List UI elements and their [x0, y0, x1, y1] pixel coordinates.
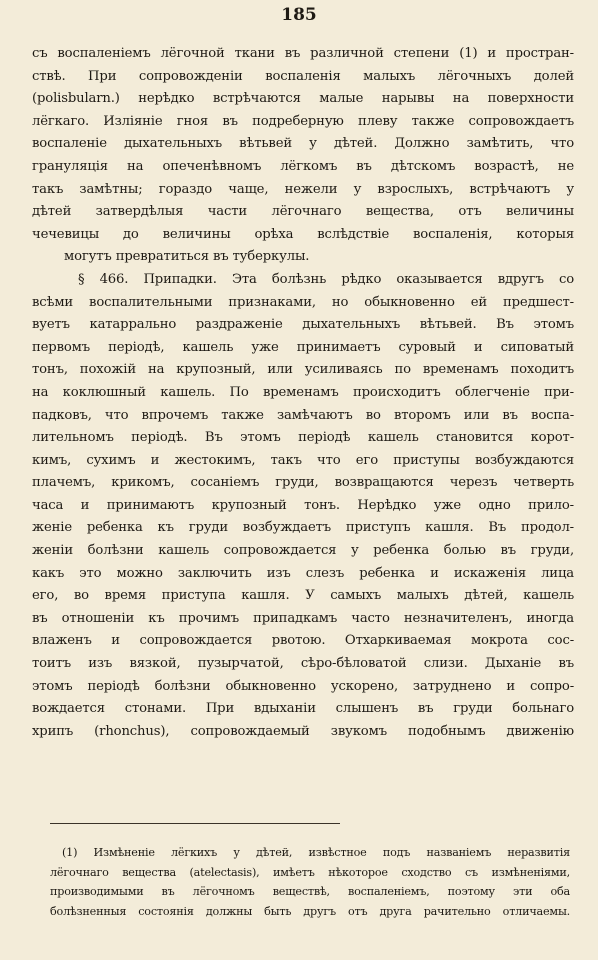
footnote-divider — [50, 823, 340, 824]
footnote-line: лёгочнаго вещества (atelectasis), имѣетъ нѣкоторое сходство съ измѣненіями, — [50, 865, 570, 879]
text-line: падковъ, что впрочемъ также замѣчаютъ во второмъ или въ воспа- — [32, 407, 574, 423]
section-heading-line: § 466. Припадки. Эта болѣзнь рѣдко оказывается вдругъ со — [78, 271, 574, 287]
text-line: вуетъ катаррально раздраженіе дыхательныхъ вѣтьвей. Въ этомъ — [32, 317, 574, 333]
text-line: дѣтей затвердѣлыя части лёгочнаго вещества, отъ величины — [32, 204, 574, 220]
text-line: такъ замѣтны; гораздо чаще, нежели у взрослыхъ, встрѣчаютъ у — [32, 181, 574, 197]
text-line: первомъ періодѣ, кашель уже принимаетъ суровый и сиповатый — [32, 339, 574, 355]
page-number: 185 — [281, 5, 317, 25]
text-line: тонъ, похожій на крупозный, или усиливаясь по временамъ походитъ — [32, 362, 574, 378]
text-line: кимъ, сухимъ и жестокимъ, такъ что его приступы возбуждаются — [32, 452, 574, 468]
text-line: вождается стонами. При вдыханіи слышенъ въ груди больнаго — [32, 701, 574, 717]
text-line: хрипъ (rhonchus), сопровождаемый звукомъ подобнымъ движенію — [32, 723, 574, 739]
text-line: съ воспаленіемъ лёгочной ткани въ различной степени (1) и простран- — [32, 46, 574, 61]
footnote-line: болѣзненныя состоянія должны быть другъ отъ друга рачительно отличаемы. — [50, 904, 570, 918]
text-line: какъ это можно заключить изъ слезъ ребенка и искаженія лица — [32, 565, 574, 581]
body-text — [32, 43, 574, 743]
text-line: всѣми воспалительными признаками, но обыкновенно ей предшест- — [32, 294, 574, 310]
text-line: грануляція на опеченѣвномъ лёгкомъ въ дѣтскомъ возрастѣ, не — [32, 158, 574, 174]
text-line: часа и принимаютъ крупозный тонъ. Нерѣдко уже одно прило- — [32, 497, 574, 513]
text-line: на коклюшный кашель. По временамъ происходитъ облегченіе при- — [32, 384, 574, 400]
text-line: женіи болѣзни кашель сопровождается у ребенка болью въ груди, — [32, 543, 574, 559]
text-line: тоитъ изъ вязкой, пузырчатой, сѣро-бѣловатой слизи. Дыханіе въ — [32, 656, 574, 672]
text-line: лёгкаго. Изліяніе гноя въ подреберную плеву также сопровождаетъ — [32, 113, 574, 129]
footnote — [50, 843, 570, 921]
text-line: (polisbularn.) нерѣдко встрѣчаются малые нарывы на поверхности — [32, 91, 574, 107]
text-line: чечевицы до величины орѣха вслѣдствіе воспаленія, которыя — [32, 226, 574, 242]
text-line: воспаленіе дыхательныхъ вѣтьвей у дѣтей. Должно замѣтить, что — [32, 136, 574, 152]
text-line: женіе ребенка къ груди возбуждаетъ приступъ кашля. Въ продол- — [32, 520, 574, 536]
text-line: влаженъ и сопровождается рвотою. Отхаркиваемая мокрота сос- — [32, 633, 574, 649]
text-line: плачемъ, крикомъ, сосаніемъ груди, возвращаются черезъ четверть — [32, 475, 574, 491]
text-line: этомъ періодѣ болѣзни обыкновенно ускорено, затруднено и сопро- — [32, 678, 574, 694]
text-line: его, во время приступа кашля. У самыхъ малыхъ дѣтей, кашель — [32, 588, 574, 604]
text-line: ствѣ. При сопровожденіи воспаленія малыхъ лёгочныхъ долей — [32, 68, 574, 84]
text-line: могутъ превратиться въ туберкулы. — [64, 249, 310, 265]
text-line: въ отношеніи къ прочимъ припадкамъ часто незначителенъ, иногда — [32, 610, 574, 626]
footnote-line: (1) Измѣненіе лёгкихъ у дѣтей, извѣстное подъ названіемъ неразвитія — [62, 846, 570, 859]
text-line: лительномъ періодѣ. Въ этомъ періодѣ кашель становится корот- — [32, 430, 574, 446]
footnote-line: производимыми въ лёгочномъ веществѣ, воспаленіемъ, поэтому эти оба — [50, 885, 570, 898]
